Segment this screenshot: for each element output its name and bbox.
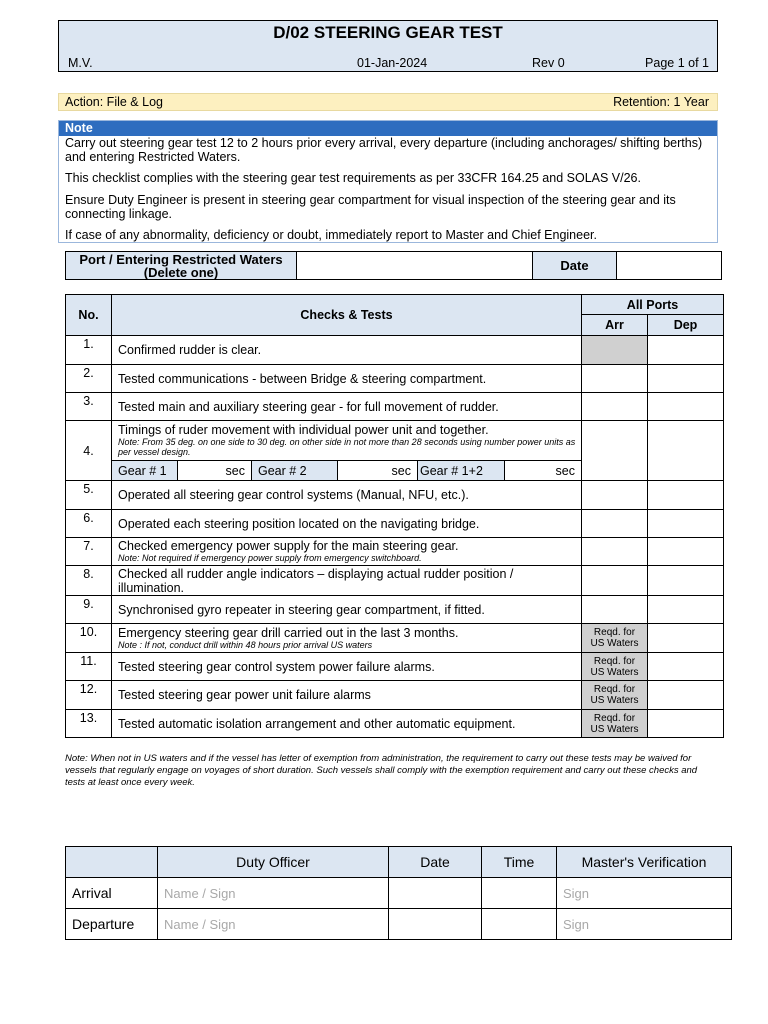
port-input[interactable] — [297, 252, 533, 280]
row-number: 4. — [66, 421, 112, 481]
col-no-header: No. — [66, 295, 112, 336]
reqd-line2: US Waters — [590, 695, 639, 706]
row-text: Tested automatic isolation arrangement and other automatic equipment. — [112, 710, 582, 738]
row-text: Tested main and auxiliary steering gear - for full movement of rudder. — [112, 393, 582, 421]
row-note: Note: From 35 deg. on one side to 30 deg. on other side in not more than 28 seconds using number power units as per vessel design. — [118, 437, 576, 457]
master-sign-field[interactable]: Sign — [557, 878, 732, 909]
page-number: Page 1 of 1 — [645, 56, 709, 70]
port-date-input[interactable] — [617, 252, 722, 280]
reqd-us-badge — [582, 624, 648, 653]
row-text: Synchronised gyro repeater in steering gear compartment, if fitted. — [112, 596, 582, 624]
row-number: 8. — [66, 566, 112, 596]
gear1-label: Gear # 1 — [112, 461, 178, 481]
row-label: Arrival — [66, 878, 158, 909]
row-text: Checked all rudder angle indicators – displaying actual rudder position / illumination. — [112, 566, 582, 596]
row-number: 3. — [66, 393, 112, 421]
note-paragraph: Ensure Duty Engineer is present in steering gear compartment for visual inspection of the steering gear and its connecting linkage. — [65, 193, 676, 221]
row-number: 12. — [66, 681, 112, 710]
col-officer-header: Duty Officer — [158, 847, 389, 878]
footnote: Note: When not in US waters and if the vessel has letter of exemption from administration, the requirement to carry out these tests may be waived for vessels that regularly engage on voyages of short duration. Such vessels shall comply with the exemption requirement and carry out these checks and tests at least once every week. — [65, 753, 698, 788]
table-row — [66, 421, 724, 461]
date-field[interactable] — [389, 909, 482, 940]
table-row — [66, 566, 724, 596]
row-number: 13. — [66, 710, 112, 738]
form-header — [58, 20, 718, 72]
port-table — [65, 251, 722, 280]
col-time-header: Time — [482, 847, 557, 878]
table-row — [66, 481, 724, 510]
signoff-corner — [66, 847, 158, 878]
dep-cell[interactable] — [648, 538, 724, 566]
arr-cell[interactable] — [582, 510, 648, 538]
master-sign-field[interactable]: Sign — [557, 909, 732, 940]
dep-cell[interactable] — [648, 336, 724, 365]
reqd-line1: Reqd. for — [593, 712, 636, 724]
table-row — [66, 365, 724, 393]
dep-cell[interactable] — [648, 710, 724, 738]
note-paragraph: This checklist complies with the steering gear test requirements as per 33CFR 164.25 and SOLAS V/26. — [65, 171, 641, 185]
form-date: 01-Jan-2024 — [357, 56, 428, 70]
arr-cell[interactable] — [582, 596, 648, 624]
officer-sign-field[interactable]: Name / Sign — [158, 909, 389, 940]
reqd-line1: Reqd. for — [593, 627, 636, 638]
gear12-label: Gear # 1+2 — [418, 461, 505, 481]
dep-cell[interactable] — [648, 365, 724, 393]
row-text: Operated all steering gear control systems (Manual, NFU, etc.). — [112, 481, 582, 510]
reqd-us-badge — [582, 681, 648, 710]
col-checks-header: Checks & Tests — [112, 295, 582, 336]
signoff-row-arrival — [66, 878, 732, 909]
row-text: Checked emergency power supply for the main steering gear. — [118, 539, 459, 553]
action-bar — [58, 93, 718, 111]
signoff-table — [65, 846, 732, 940]
reqd-line1: Reqd. for — [593, 684, 636, 695]
table-row — [66, 710, 724, 738]
gear2-sec[interactable]: sec — [338, 461, 418, 481]
row-number: 10. — [66, 624, 112, 653]
port-label-line2: (Delete one) — [143, 264, 219, 280]
table-row — [66, 393, 724, 421]
reqd-line1: Reqd. for — [593, 655, 636, 667]
row-number: 5. — [66, 481, 112, 510]
row-number: 9. — [66, 596, 112, 624]
port-date-label: Date — [533, 252, 617, 280]
note-paragraph: Carry out steering gear test 12 to 2 hours prior every arrival, every departure (including anchorages/ shifting berths) and entering Restricted Waters. — [65, 136, 703, 164]
row-text-cell — [112, 538, 582, 566]
table-row — [66, 538, 724, 566]
table-row — [66, 624, 724, 653]
dep-cell[interactable] — [648, 596, 724, 624]
date-field[interactable] — [389, 878, 482, 909]
dep-cell[interactable] — [648, 481, 724, 510]
table-row — [66, 681, 724, 710]
port-label — [66, 252, 297, 280]
col-all-ports-header: All Ports — [582, 295, 724, 315]
row-text: Tested steering gear control system power failure alarms. — [112, 653, 582, 681]
revision: Rev 0 — [532, 56, 565, 70]
time-field[interactable] — [482, 909, 557, 940]
reqd-line2: US Waters — [590, 638, 639, 649]
gear1-sec[interactable]: sec — [178, 461, 252, 481]
dep-cell[interactable] — [648, 421, 724, 481]
dep-cell[interactable] — [648, 393, 724, 421]
row-label: Departure — [66, 909, 158, 940]
port-label-line1: Port / Entering Restricted Waters — [79, 251, 283, 267]
reqd-line2: US Waters — [590, 723, 639, 735]
row-text: Timings of ruder movement with individual power unit and together. — [118, 423, 489, 437]
table-row — [66, 653, 724, 681]
row-note: Note : If not, conduct drill within 48 hours prior arrival US waters — [118, 639, 373, 650]
note-heading: Note — [59, 121, 717, 136]
dep-cell[interactable] — [648, 624, 724, 653]
note-paragraph: If case of any abnormality, deficiency or doubt, immediately report to Master and Chief Engineer. — [65, 228, 597, 242]
checks-table — [65, 294, 724, 738]
note-box — [58, 120, 718, 243]
col-date-header: Date — [389, 847, 482, 878]
row-text-cell — [112, 421, 582, 461]
row-text: Operated each steering position located on the navigating bridge. — [112, 510, 582, 538]
col-dep-header: Dep — [648, 315, 724, 336]
row-number: 7. — [66, 538, 112, 566]
dep-cell[interactable] — [648, 653, 724, 681]
row-note: Note: Not required if emergency power supply from emergency switchboard. — [118, 553, 422, 563]
action-label: Action: File & Log — [65, 95, 163, 109]
arr-cell[interactable] — [582, 481, 648, 510]
row-text: Confirmed rudder is clear. — [112, 336, 582, 365]
dep-cell[interactable] — [648, 510, 724, 538]
arr-cell[interactable] — [582, 365, 648, 393]
dep-cell[interactable] — [648, 681, 724, 710]
row-number: 2. — [66, 365, 112, 393]
arr-cell[interactable] — [582, 538, 648, 566]
table-row — [66, 336, 724, 365]
row-text: Emergency steering gear drill carried out in the last 3 months. — [118, 625, 459, 640]
gear12-sec[interactable]: sec — [505, 461, 582, 481]
signoff-row-departure — [66, 909, 732, 940]
table-row — [66, 596, 724, 624]
arr-cell[interactable] — [582, 393, 648, 421]
time-field[interactable] — [482, 878, 557, 909]
row-text-cell — [112, 624, 582, 653]
arr-cell — [582, 336, 648, 365]
gear2-label: Gear # 2 — [252, 461, 338, 481]
table-row — [66, 510, 724, 538]
col-arr-header: Arr — [582, 315, 648, 336]
row-text: Tested communications - between Bridge & steering compartment. — [112, 365, 582, 393]
arr-cell[interactable] — [582, 421, 648, 481]
officer-sign-field[interactable]: Name / Sign — [158, 878, 389, 909]
vessel-label: M.V. — [68, 56, 93, 70]
reqd-line2: US Waters — [590, 666, 639, 678]
row-text: Tested steering gear power unit failure alarms — [112, 681, 582, 710]
row-number: 6. — [66, 510, 112, 538]
arr-cell[interactable] — [582, 566, 648, 596]
reqd-us-badge — [582, 653, 648, 681]
row-number: 1. — [66, 336, 112, 365]
dep-cell[interactable] — [648, 566, 724, 596]
row-number: 11. — [66, 653, 112, 681]
form-title: D/02 STEERING GEAR TEST — [273, 23, 503, 42]
retention-label: Retention: 1 Year — [613, 95, 709, 109]
col-master-header: Master's Verification — [557, 847, 732, 878]
reqd-us-badge — [582, 710, 648, 738]
